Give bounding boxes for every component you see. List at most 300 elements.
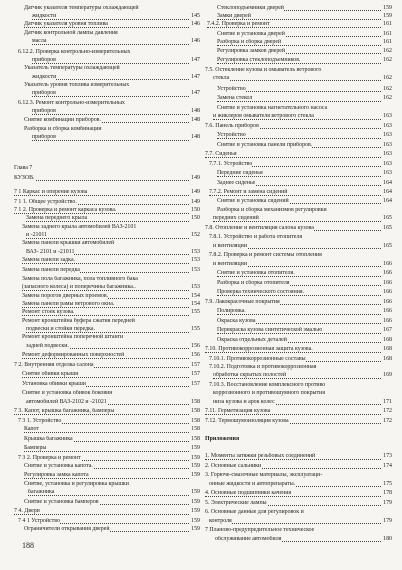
- toc-entry-title: 7.7.2. Ремонт и замена сидений: [209, 189, 288, 196]
- toc-entry-title: автомобилей ВАЗ-2102 и -21021: [26, 398, 107, 405]
- toc-entry-title: обслуживание автомобиля: [215, 535, 282, 542]
- toc-entry-title: Глава 7: [14, 165, 33, 172]
- toc-entry: [205, 436, 392, 443]
- toc-entry: [24, 481, 200, 488]
- toc-entry: [209, 364, 392, 371]
- toc-entry-title: масла: [32, 38, 47, 45]
- toc-entry-title: Ремонт стоек кузова.: [22, 309, 75, 316]
- toc-entry-title: Датчик контрольной лампы давления: [24, 29, 118, 36]
- toc-entry-page: 153: [191, 257, 200, 264]
- toc-entry-title: Замена пола багажника, пола топливного бака: [22, 276, 138, 283]
- toc-entry-page: 162: [383, 74, 392, 81]
- toc-entry-page: 157: [191, 380, 200, 387]
- toc-entry-title: 7.8. Отопление и вентиляция салона кузова: [205, 224, 314, 231]
- toc-entry: [217, 105, 392, 112]
- toc-entry-page: 179: [383, 517, 392, 524]
- toc-entry-title: Ремонт кронштейна поперечной штанги: [22, 334, 124, 341]
- toc-entry: [205, 67, 392, 74]
- toc-entry: [205, 500, 392, 507]
- toc-entry-title: 7 4. Двери: [14, 508, 40, 515]
- toc-entry-title: 7 3 2. Проверка и ремонт: [18, 454, 81, 461]
- toc-entry: [217, 5, 392, 12]
- toc-entry: [213, 261, 392, 268]
- toc-entry: [205, 408, 392, 415]
- toc-entry: [205, 509, 392, 516]
- toc-entry: [26, 249, 200, 256]
- toc-entry: [217, 180, 392, 187]
- dot-leader: [24, 478, 189, 479]
- dot-leader: [14, 514, 189, 515]
- toc-entry-page: 153: [191, 284, 200, 291]
- toc-entry-title: Указатель уровня топлива измерительных: [24, 82, 130, 89]
- toc-entry-page: 158: [191, 426, 200, 433]
- toc-entry-title: Разборка и сборка отопителя: [217, 279, 290, 286]
- toc-entry-page: 163: [383, 160, 392, 167]
- toc-entry-title: 7.4.2. Проверка и ремонт: [207, 21, 270, 28]
- toc-entry: [24, 499, 200, 506]
- dot-leader: [32, 140, 189, 141]
- toc-entry-title: 7 1 2. Проверка и ремонт каркаса кузова.: [14, 207, 117, 214]
- toc-entry-title: 7 Планово-предупредительное техническое: [205, 527, 315, 534]
- toc-entry-title: Разборка и сборка комбинации: [24, 126, 102, 133]
- toc-entry-page: 162: [383, 47, 392, 54]
- toc-entry: [215, 536, 392, 543]
- toc-entry: [217, 270, 392, 277]
- toc-entry-title: Снятие и установка нагнетательного насоса: [217, 104, 328, 111]
- toc-entry: [209, 356, 392, 363]
- toc-entry-page: 165: [383, 215, 392, 222]
- toc-entry: [207, 21, 392, 28]
- toc-entry-page: 159: [191, 489, 200, 496]
- toc-entry-title: приборов: [32, 108, 56, 115]
- toc-entry: [209, 161, 392, 168]
- toc-entry: [217, 31, 392, 38]
- toc-entry-page: 173: [383, 453, 392, 460]
- toc-entry-page: 146: [191, 21, 200, 28]
- toc-entry-page: 154: [191, 301, 200, 308]
- toc-entry-title: Ремонт деформированных поверхностей: [22, 352, 125, 359]
- toc-entry-page: 169: [383, 372, 392, 379]
- toc-entry-title: Замена порогов дверных проемов.: [22, 292, 109, 299]
- toc-entry-title: (запасного колеса) и поперечины багажника..: [22, 284, 136, 291]
- toc-entry: [24, 472, 200, 479]
- toc-entry-page: 159: [191, 517, 200, 524]
- toc-entry-title: и -21011: [26, 232, 48, 239]
- toc-entry: [32, 38, 200, 45]
- toc-entry: [32, 108, 200, 115]
- toc-entry-page: 168: [383, 355, 392, 362]
- toc-entry-title: 5. Электрические лампы: [205, 499, 267, 506]
- toc-entry-title: жидкости: [32, 73, 57, 80]
- toc-entry: [217, 318, 392, 325]
- toc-entry: [22, 390, 200, 397]
- toc-entry: [18, 100, 200, 107]
- toc-entry-title: Разборка и сборка механизмов регулировки: [217, 207, 327, 214]
- toc-entry: [22, 371, 200, 378]
- toc-entry: [205, 463, 392, 470]
- toc-entry-page: 145: [191, 13, 200, 20]
- toc-entry-page: 158: [191, 435, 200, 442]
- toc-entry: [217, 198, 392, 205]
- toc-entry-title: Снятие и установка бамперов: [24, 498, 99, 505]
- dot-leader: [26, 238, 189, 239]
- toc-entry-page: 180: [383, 535, 392, 542]
- toc-entry: [217, 86, 392, 93]
- toc-entry-title: 7.12. Термошумоизоляция кузова: [205, 417, 289, 424]
- toc-entry-page: 163: [383, 141, 392, 148]
- toc-entry: [205, 472, 392, 479]
- toc-entry-page: 172: [383, 417, 392, 424]
- toc-entry-page: 166: [383, 289, 392, 296]
- toc-entry-page: 178: [383, 490, 392, 497]
- toc-entry-page: 166: [383, 317, 392, 324]
- toc-entry-page: 167: [383, 327, 392, 334]
- toc-entry-page: 171: [383, 398, 392, 405]
- toc-entry-title: 6.12.3. Ремонт контрольно-измерительных: [18, 99, 125, 106]
- toc-entry-title: 7.10. Противокоррозионная защита кузова.: [205, 346, 313, 353]
- toc-entry-title: Приложения: [205, 435, 240, 442]
- toc-entry-title: Замки дверей: [217, 13, 251, 20]
- toc-entry: [213, 243, 392, 250]
- toc-entry: [209, 252, 392, 259]
- toc-entry-title: Устройство: [217, 85, 246, 92]
- toc-entry: [24, 65, 200, 72]
- toc-entry: [217, 13, 392, 20]
- dot-leader: [209, 523, 381, 524]
- toc-entry-title: Разборка и сборка дверей: [217, 39, 282, 46]
- toc-entry-page: 148: [191, 116, 200, 123]
- toc-entry: [26, 343, 200, 350]
- toc-entry: [205, 123, 392, 130]
- toc-entry-title: 7.10.1. Противокоррозионные составы: [209, 355, 306, 362]
- toc-entry: [26, 326, 200, 333]
- toc-entry: [205, 225, 392, 232]
- toc-entry-title: стекла: [213, 74, 230, 81]
- toc-entry-title: 7 3. Капот, крышка багажника, бамперы: [14, 408, 115, 415]
- dot-leader: [213, 221, 381, 222]
- toc-entry-title: задней подвески.: [26, 342, 69, 349]
- toc-entry: [24, 445, 200, 452]
- toc-entry: [205, 346, 392, 353]
- toc-entry: [24, 82, 200, 89]
- toc-entry-page: 168: [383, 346, 392, 353]
- toc-entry: [209, 481, 392, 488]
- toc-entry-page: 159: [191, 462, 200, 469]
- toc-entry: [209, 382, 392, 389]
- dot-leader: [213, 80, 381, 81]
- toc-entry-title: КУЗОВ.: [14, 174, 35, 181]
- toc-entry-page: 166: [383, 298, 392, 305]
- toc-entry-title: и вентиляции: [213, 242, 247, 249]
- toc-entry: [213, 399, 392, 406]
- toc-entry-page: 166: [383, 279, 392, 286]
- toc-entry-page: 172: [383, 408, 392, 415]
- toc-entry-title: Замена панели крышки автомобилей: [22, 240, 115, 247]
- toc-entry: [22, 284, 200, 291]
- toc-entry-title: 6.12.2. Проверка контрольно-измерительных: [18, 48, 131, 55]
- toc-entry-page: 166: [383, 270, 392, 277]
- toc-entry-title: приборов: [32, 90, 56, 97]
- toc-entry-page: 148: [191, 134, 200, 141]
- toc-entry-title: 4. Основные подшипники качения: [205, 490, 292, 497]
- toc-entry-title: коррозионного и противошумного покрытия: [213, 390, 325, 397]
- toc-entry: [205, 453, 392, 460]
- toc-entry: [14, 189, 200, 196]
- dot-leader: [22, 290, 189, 291]
- toc-entry: [24, 436, 200, 443]
- dot-leader: [32, 44, 189, 45]
- toc-entry: [24, 426, 200, 433]
- toc-entry-title: Замена переднего крыла: [26, 215, 88, 222]
- page-number: 188: [22, 541, 34, 550]
- toc-entry-page: 150: [191, 207, 200, 214]
- toc-entry-title: 1. Моменты затяжки резьбовых соединений: [205, 453, 316, 460]
- toc-entry-title: Снятие и установка сидений: [217, 197, 289, 204]
- toc-entry-page: 159: [383, 13, 392, 20]
- toc-entry: [32, 74, 200, 81]
- toc-entry-title: Регулировка стеклоподъемников.: [217, 57, 301, 64]
- toc-entry-page: 149: [191, 198, 200, 205]
- toc-entry-page: 166: [383, 260, 392, 267]
- toc-entry-title: Снятие обивки крыши: [22, 371, 79, 378]
- toc-entry-title: Замена заднего крыла автомобилей ВАЗ-2101: [22, 223, 137, 230]
- toc-entry-page: 166: [383, 308, 392, 315]
- toc-entry-page: 159: [191, 445, 200, 452]
- toc-entry: [205, 527, 392, 534]
- toc-entry-title: Снятие и установка отопителя.: [217, 270, 295, 277]
- toc-entry-title: Бамперы: [24, 445, 47, 452]
- toc-entry: [22, 301, 200, 308]
- toc-entry-title: Стеклоподъемники дверей: [217, 4, 284, 11]
- toc-entry-title: 7.11. Герметизация кузова: [205, 408, 271, 415]
- toc-entry: [22, 309, 200, 316]
- toc-entry-page: 158: [191, 398, 200, 405]
- toc-entry-title: Полировка.: [217, 308, 246, 315]
- toc-entry: [22, 293, 200, 300]
- dot-leader: [213, 378, 381, 379]
- toc-entry: [26, 232, 200, 239]
- toc-entry: [24, 463, 200, 470]
- toc-entry: [217, 308, 392, 315]
- toc-entry: [14, 508, 200, 515]
- toc-entry-title: Датчик указателя уровня топлива: [24, 21, 108, 28]
- toc-entry-page: 159: [191, 454, 200, 461]
- toc-entry-page: 159: [191, 498, 200, 505]
- toc-entry: [22, 267, 200, 274]
- toc-entry: [209, 234, 392, 241]
- toc-entry-title: 7 1 Каркас и оперение кузова: [14, 189, 88, 196]
- toc-entry-title: Ремонт кронштейна буфера сжатия передней: [22, 317, 135, 324]
- toc-entry-page: 153: [191, 266, 200, 273]
- toc-entry-title: 2. Основные сальники: [205, 462, 262, 469]
- toc-entry-page: 162: [383, 95, 392, 102]
- toc-entry-title: Крышка багажника: [24, 435, 73, 442]
- toc-entry-title: Окраска отдельных деталей: [217, 336, 287, 343]
- toc-entry-page: 159: [191, 472, 200, 479]
- dot-leader: [205, 459, 381, 460]
- toc-entry-page: 155: [191, 309, 200, 316]
- toc-entry-title: Снятие и установка панели приборов.: [217, 141, 313, 148]
- dot-leader: [22, 315, 189, 316]
- toc-entry-title: и вентиляции: [213, 260, 247, 267]
- toc-entry-page: 158: [191, 417, 200, 424]
- toc-entry-title: Снятие и установка капота.: [24, 462, 93, 469]
- toc-entry-page: 164: [383, 197, 392, 204]
- toc-entry-title: 7.9. Лакокрасочные покрытия: [205, 298, 280, 305]
- toc-entry-page: 161: [383, 21, 392, 28]
- toc-entry-title: Устройство: [217, 132, 246, 139]
- toc-entry: [24, 5, 200, 12]
- toc-entry-page: 150: [191, 215, 200, 222]
- toc-entry: [24, 126, 200, 133]
- toc-entry-page: 149: [191, 189, 200, 196]
- toc-entry: [22, 352, 200, 359]
- toc-entry-title: и жиклеров омывателя ветрового стекла: [213, 113, 314, 120]
- toc-entry-title: Снятие комбинации приборов.: [24, 116, 101, 123]
- toc-entry-title: Снятие и установка обивок боковин: [22, 390, 113, 397]
- dot-leader: [207, 27, 381, 28]
- toc-entry: [217, 170, 392, 177]
- dot-leader: [24, 27, 189, 28]
- toc-entry-title: обработка скрытых полостей: [213, 372, 287, 379]
- toc-entry: [209, 189, 392, 196]
- toc-entry-title: Передние сиденья: [217, 170, 263, 177]
- toc-entry: [32, 90, 200, 97]
- toc-entry: [22, 318, 200, 325]
- toc-entry-title: приборов: [32, 134, 56, 141]
- toc-entry-title: Ограничители открывания дверей: [24, 525, 110, 532]
- toc-entry: [24, 21, 200, 28]
- toc-entry: [213, 215, 392, 222]
- toc-entry: [205, 299, 392, 306]
- toc-entry-title: Установка обивки крыши: [22, 380, 86, 387]
- toc-entry: [213, 75, 392, 82]
- toc-entry-title: Капот: [24, 426, 39, 433]
- toc-entry: [28, 489, 200, 496]
- toc-entry: [205, 151, 392, 158]
- toc-entry-title: контроля: [209, 517, 232, 524]
- toc-entry-title: 7.5. Остекление кузова и омыватель ветрового: [205, 66, 322, 73]
- toc-entry-title: багажника: [28, 489, 55, 496]
- toc-entry-title: онные жидкости и автопрепараты.: [209, 480, 296, 487]
- toc-entry-page: 163: [383, 151, 392, 158]
- toc-entry: [217, 280, 392, 287]
- toc-entry-page: 175: [383, 480, 392, 487]
- toc-entry-title: ВАЗ- 2101 и -21011: [26, 248, 75, 255]
- toc-entry: [217, 57, 392, 64]
- toc-entry-page: 159: [383, 4, 392, 11]
- toc-entry-title: 3. Горюче-смазочные материалы, эксплуатаци-: [205, 472, 323, 479]
- toc-entry: [14, 199, 200, 206]
- toc-entry-title: 6. Основные данные для регулировок и: [205, 509, 304, 516]
- toc-entry-page: 157: [191, 371, 200, 378]
- toc-entry-title: Замена панели задка.: [22, 257, 76, 264]
- toc-entry: [32, 57, 200, 64]
- toc-entry-page: 168: [383, 336, 392, 343]
- toc-entry-page: 147: [191, 57, 200, 64]
- toc-entry: [22, 257, 200, 264]
- toc-entry-page: 162: [383, 57, 392, 64]
- toc-entry-title: Снятие, установка и регулировка крышки: [24, 480, 129, 487]
- toc-entry: [22, 240, 200, 247]
- toc-entry-page: 159: [191, 508, 200, 515]
- toc-entry: [205, 490, 392, 497]
- toc-entry-title: Указатель температуры охлаждающей: [24, 65, 120, 72]
- toc-entry-page: 165: [383, 224, 392, 231]
- toc-entry-title: Перекраска кузова синтетической эмалью: [217, 327, 323, 334]
- toc-entry-title: Регулировка замков дверей: [217, 47, 286, 54]
- toc-entry-title: 7.7. Сиденья: [205, 151, 237, 158]
- toc-entry: [217, 142, 392, 149]
- toc-entry-title: передних сидений: [213, 215, 259, 222]
- toc-entry-title: 7.10.2. Подготовка и противокоррозионная: [209, 364, 317, 371]
- toc-entry-page: 163: [383, 170, 392, 177]
- toc-entry: [217, 39, 392, 46]
- toc-entry-title: Регулировка замка капота: [24, 472, 89, 479]
- toc-entry-title: приборов: [32, 57, 56, 64]
- toc-entry: [217, 337, 392, 344]
- toc-entry: [22, 276, 200, 283]
- toc-entry: [22, 381, 200, 388]
- toc-entry-title: 7 4 1 Устройство: [18, 517, 60, 524]
- dot-leader: [26, 221, 189, 222]
- toc-entry: [22, 334, 200, 341]
- toc-entry-title: 7.10.3. Восстановление комплексного противо: [209, 381, 326, 388]
- toc-entry-page: 156: [191, 342, 200, 349]
- toc-entry-page: 153: [191, 248, 200, 255]
- toc-entry-page: 148: [191, 108, 200, 115]
- toc-entry-page: 165: [383, 242, 392, 249]
- toc-entry-title: 7.6. Панель приборов: [205, 122, 259, 129]
- dot-leader: [24, 451, 189, 452]
- toc-entry: [217, 48, 392, 55]
- toc-entry-title: Снятие и установка дверей: [217, 30, 285, 37]
- toc-entry-title: Проверка технического состояния.: [217, 289, 305, 296]
- toc-entry: [26, 215, 200, 222]
- dot-leader: [14, 180, 189, 181]
- toc-entry-page: 159: [191, 525, 200, 532]
- toc-entry: [14, 362, 200, 369]
- toc-entry: [217, 289, 392, 296]
- toc-entry: [14, 175, 200, 182]
- dot-leader: [24, 432, 189, 433]
- toc-entry: [217, 207, 392, 214]
- toc-entry: [213, 113, 392, 120]
- toc-entry: [18, 418, 200, 425]
- toc-entry-page: 164: [383, 189, 392, 196]
- toc-entry: [213, 390, 392, 397]
- toc-entry: [24, 30, 200, 37]
- toc-entry-title: Замена стекол: [217, 95, 253, 102]
- toc-entry: [18, 455, 200, 462]
- toc-entry: [24, 526, 200, 533]
- toc-entry: [14, 408, 200, 415]
- toc-entry: [14, 207, 200, 214]
- toc-entry-page: 152: [191, 232, 200, 239]
- toc-entry-page: 179: [383, 499, 392, 506]
- toc-entry-title: Окраска кузова: [217, 317, 256, 324]
- toc-entry-page: 163: [383, 113, 392, 120]
- toc-entry-title: 7 2. Внутренняя отделка салона: [14, 361, 94, 368]
- toc-entry-page: 162: [383, 85, 392, 92]
- toc-entry-page: 163: [383, 132, 392, 139]
- toc-entry: [22, 224, 200, 231]
- toc-entry: [14, 165, 200, 172]
- toc-entry-page: 154: [191, 292, 200, 299]
- toc-entry-page: 156: [191, 352, 200, 359]
- toc-entry-page: 147: [191, 73, 200, 80]
- toc-entry-page: 147: [191, 90, 200, 97]
